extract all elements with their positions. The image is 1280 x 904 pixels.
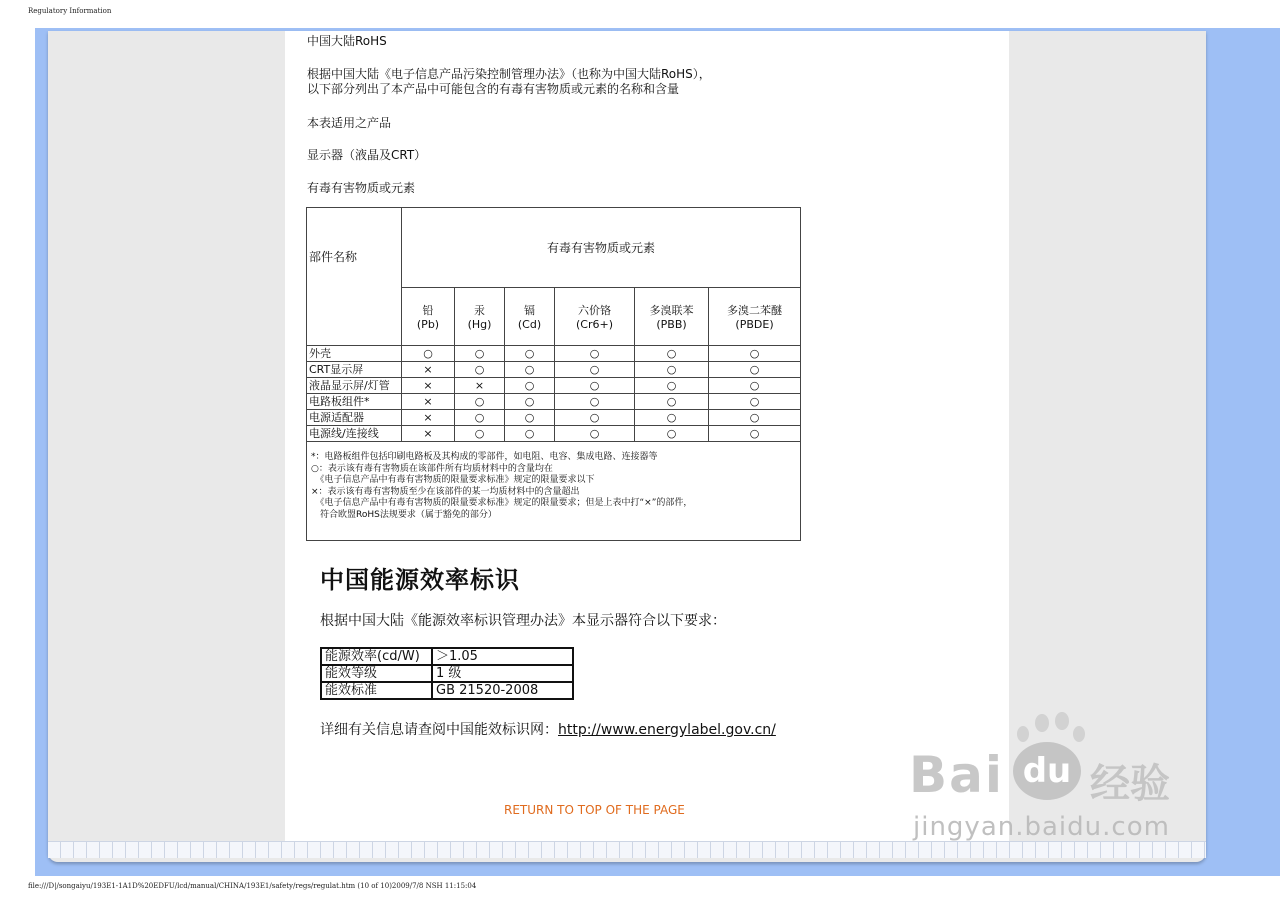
substance-name: 镉 — [524, 304, 535, 317]
substance-value-cell: ○ — [505, 426, 555, 442]
substance-column-header — [455, 288, 505, 346]
substance-value-cell: ○ — [709, 410, 801, 426]
substance-value-cell: ○ — [455, 362, 505, 378]
substance-value-cell: × — [455, 378, 505, 394]
substance-value-cell: ○ — [635, 426, 709, 442]
substance-name: 汞 — [474, 304, 485, 317]
substance-value-cell: ○ — [555, 410, 635, 426]
energylabel-link[interactable]: http://www.energylabel.gov.cn/ — [558, 722, 776, 738]
substance-value-cell: ○ — [505, 346, 555, 362]
substance-value-cell: × — [402, 394, 455, 410]
substance-value-cell: ○ — [455, 410, 505, 426]
substance-name: 多溴二苯醚 — [727, 304, 783, 317]
substance-name: 六价铬 — [578, 304, 611, 317]
substance-value-cell: × — [402, 426, 455, 442]
substance-value-cell: ○ — [402, 346, 455, 362]
paw-toe-4 — [1073, 726, 1085, 742]
substance-value-cell: ○ — [505, 362, 555, 378]
substance-value-cell: ○ — [709, 426, 801, 442]
table-row — [307, 426, 801, 442]
note-line: 《电子信息产品中有毒有害物质的限量要求标准》规定的限量要求以下 — [311, 475, 595, 485]
watermark-bai: Bai — [909, 746, 1004, 804]
rohs-intro-line2: 以下部分列出了本产品中可能包含的有毒有害物质或元素的名称和含量 — [307, 82, 680, 96]
table-row — [307, 346, 801, 362]
substance-value-cell: ○ — [505, 410, 555, 426]
substance-value-cell: ○ — [709, 346, 801, 362]
watermark-url: jingyan.baidu.com — [913, 812, 1170, 842]
rohs-applies: 本表适用之产品 — [307, 116, 392, 130]
energy-detail-prefix: 详细有关信息请查阅中国能效标识网： — [320, 722, 558, 738]
substance-value-cell: ○ — [505, 394, 555, 410]
substance-value-cell: ○ — [709, 362, 801, 378]
substance-column-header — [635, 288, 709, 346]
substance-value-cell: × — [402, 362, 455, 378]
substance-symbol: (Pb) — [416, 318, 440, 331]
substance-value-cell: × — [402, 378, 455, 394]
substance-value-cell: ○ — [635, 394, 709, 410]
part-name-cell: 外壳 — [307, 346, 402, 362]
substance-symbol: (Cr6+) — [575, 318, 613, 331]
print-header: Regulatory Information — [28, 7, 112, 15]
rohs-heading: 中国大陆RoHS — [307, 34, 387, 48]
rohs-product: 显示器（液晶及CRT） — [307, 148, 427, 162]
baidu-jingyan-watermark — [905, 712, 1205, 852]
part-name-cell: 电源线/连接线 — [307, 426, 402, 442]
substance-value-cell: ○ — [555, 346, 635, 362]
note-line: ○：表示该有毒有害物质在该部件所有均质材料中的含量均在 — [311, 463, 553, 474]
energy-key: 能源效率(cd/W) — [321, 648, 432, 665]
rohs-notes — [307, 442, 801, 541]
note-line: 《电子信息产品中有毒有害物质的限量要求标准》规定的限量要求；但是上表中打“×”的部件， — [311, 498, 693, 508]
substance-value-cell: ○ — [555, 378, 635, 394]
energy-table — [320, 647, 574, 700]
substance-value-cell: ○ — [709, 394, 801, 410]
substance-column-header — [505, 288, 555, 346]
substance-value-cell: ○ — [709, 378, 801, 394]
return-to-top-link[interactable]: RETURN TO TOP OF THE PAGE — [504, 803, 685, 817]
table-row — [307, 410, 801, 426]
part-name-cell: CRT显示屏 — [307, 362, 402, 378]
substances-group-header: 有毒有害物质或元素 — [402, 208, 801, 288]
substance-column-header — [402, 288, 455, 346]
energy-row — [321, 665, 573, 682]
substance-value-cell: ○ — [555, 362, 635, 378]
substance-value-cell: ○ — [635, 362, 709, 378]
energy-value: GB 21520-2008 — [432, 682, 573, 699]
rohs-intro-line1: 根据中国大陆《电子信息产品污染控制管理办法》（也称为中国大陆RoHS）， — [307, 67, 711, 81]
substance-value-cell: ○ — [555, 426, 635, 442]
part-name-cell: 液晶显示屏/灯管 — [307, 378, 402, 394]
paw-toe-3 — [1017, 726, 1029, 742]
energy-row — [321, 648, 573, 665]
substance-value-cell: ○ — [555, 394, 635, 410]
energy-detail — [320, 719, 776, 739]
substance-name: 铅 — [422, 304, 434, 317]
note-line: *：电路板组件包括印刷电路板及其构成的零部件，如电阻、电容、集成电路、连接器等 — [311, 452, 658, 462]
part-name-header: 部件名称 — [307, 208, 402, 346]
substance-symbol: (Hg) — [467, 318, 492, 331]
energy-key: 能效等级 — [321, 665, 432, 682]
paw-toe-2 — [1055, 712, 1069, 730]
print-footer: file:///D|/songaiyu/193E1-1A1D%20EDFU/lcd/manual/CHINA/193E1/safety/regs/regulat.htm (10 of 10)2009/7/8 NSH 11:15:04 — [28, 882, 477, 890]
energy-subtitle: 根据中国大陆《能源效率标识管理办法》本显示器符合以下要求： — [320, 613, 726, 629]
substance-symbol: (PBB) — [656, 318, 687, 331]
substance-value-cell: ○ — [635, 410, 709, 426]
part-name-cell: 电源适配器 — [307, 410, 402, 426]
note-line: 符合欧盟RoHS法规要求（属于豁免的部分） — [311, 509, 497, 520]
substance-value-cell: ○ — [455, 426, 505, 442]
substance-column-header — [555, 288, 635, 346]
table-row — [307, 394, 801, 410]
substance-value-cell: × — [402, 410, 455, 426]
substance-name: 多溴联苯 — [649, 304, 694, 317]
energy-title: 中国能源效率标识 — [320, 566, 520, 594]
rohs-table — [306, 207, 801, 541]
substance-value-cell: ○ — [505, 378, 555, 394]
substance-value-cell: ○ — [635, 378, 709, 394]
watermark-du: du — [1013, 742, 1081, 800]
rohs-substances-heading: 有毒有害物质或元素 — [307, 181, 416, 195]
substance-column-header — [709, 288, 801, 346]
substance-value-cell: ○ — [455, 346, 505, 362]
energy-key: 能效标准 — [321, 682, 432, 699]
energy-value: ＞1.05 — [432, 648, 573, 665]
watermark-jingyan: 经验 — [1090, 761, 1170, 807]
table-row — [307, 378, 801, 394]
paw-toe-1 — [1035, 714, 1049, 732]
part-name-cell: 电路板组件* — [307, 394, 402, 410]
table-row — [307, 362, 801, 378]
substance-value-cell: ○ — [635, 346, 709, 362]
energy-row — [321, 682, 573, 699]
note-line: ×：表示该有毒有害物质至少在该部件的某一均质材料中的含量超出 — [311, 486, 580, 497]
substance-value-cell: ○ — [455, 394, 505, 410]
energy-value: 1 级 — [432, 665, 573, 682]
substance-symbol: (Cd) — [517, 318, 542, 331]
substance-symbol: (PBDE) — [735, 318, 774, 331]
